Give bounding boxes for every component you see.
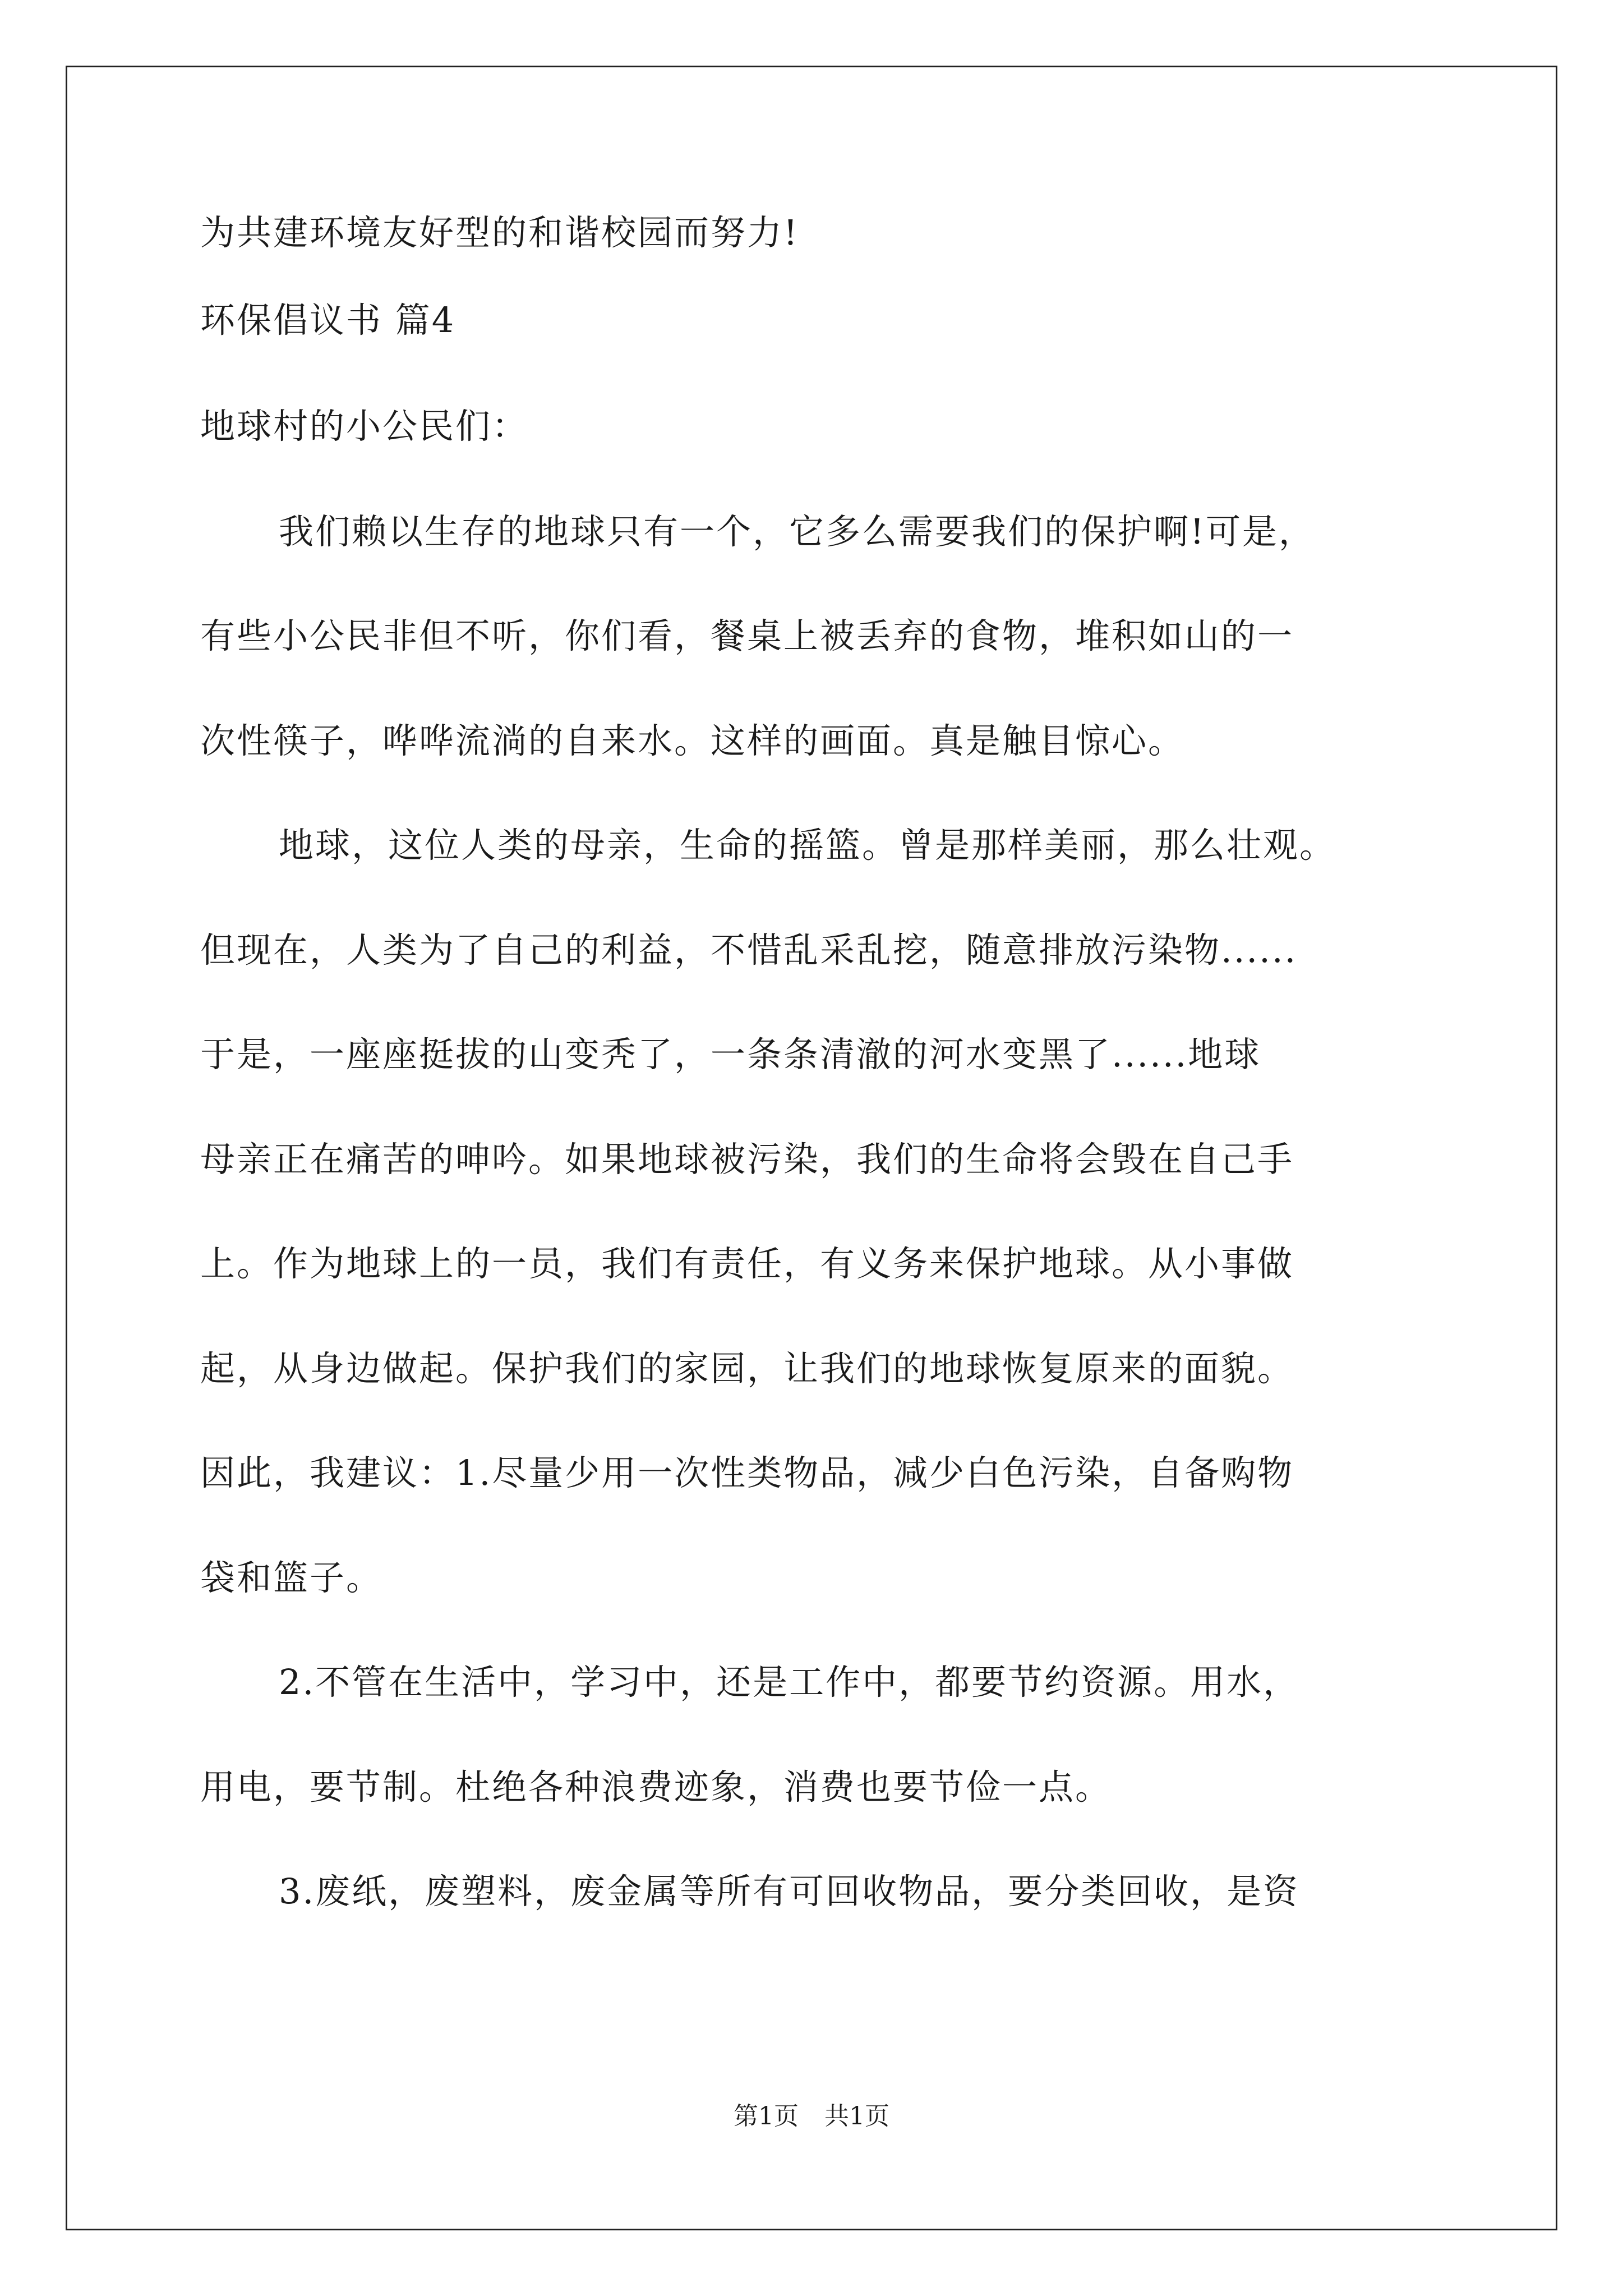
paragraph-line: 3.废纸，废塑料，废金属等所有可回收物品，要分类回收，是资 — [279, 1871, 1300, 1912]
paragraph-line: 起，从身边做起。保护我们的家园，让我们的地球恢复原来的面貌。 — [200, 1348, 1294, 1389]
paragraph-line: 上。作为地球上的一员，我们有责任，有义务来保护地球。从小事做 — [200, 1243, 1294, 1284]
page-number: 第1页 — [734, 2102, 799, 2131]
closing-line: 为共建环境友好型的和谐校园而努力! — [200, 212, 799, 253]
page-footer — [0, 2101, 1623, 2132]
paragraph-line: 因此，我建议：1.尽量少用一次性类物品，减少白色污染，自备购物 — [200, 1452, 1294, 1493]
paragraph-line: 2.不管在生活中，学习中，还是工作中，都要节约资源。用水， — [279, 1662, 1300, 1703]
page-total: 共1页 — [824, 2102, 889, 2131]
paragraph-line: 地球，这位人类的母亲，生命的摇篮。曾是那样美丽，那么壮观。 — [279, 825, 1336, 866]
salutation: 地球村的小公民们： — [200, 406, 529, 447]
section-heading: 环保倡议书 篇4 — [200, 300, 456, 341]
paragraph-line: 但现在，人类为了自己的利益，不惜乱采乱挖，随意排放污染物...... — [200, 930, 1298, 970]
paragraph-line: 我们赖以生存的地球只有一个，它多么需要我们的保护啊!可是， — [279, 511, 1315, 552]
paragraph-line: 袋和篮子。 — [200, 1557, 383, 1598]
paragraph-line: 用电，要节制。杜绝各种浪费迹象，消费也要节俭一点。 — [200, 1766, 1112, 1807]
paragraph-line: 母亲正在痛苦的呻吟。如果地球被污染，我们的生命将会毁在自己手 — [200, 1139, 1294, 1180]
paragraph-line: 于是，一座座挺拔的山变秃了，一条条清澈的河水变黑了......地球 — [200, 1034, 1261, 1075]
paragraph-line: 有些小公民非但不听，你们看，餐桌上被丢弃的食物，堆积如山的一 — [200, 615, 1294, 656]
paragraph-line: 次性筷子，哗哗流淌的自来水。这样的画面。真是触目惊心。 — [200, 720, 1185, 761]
